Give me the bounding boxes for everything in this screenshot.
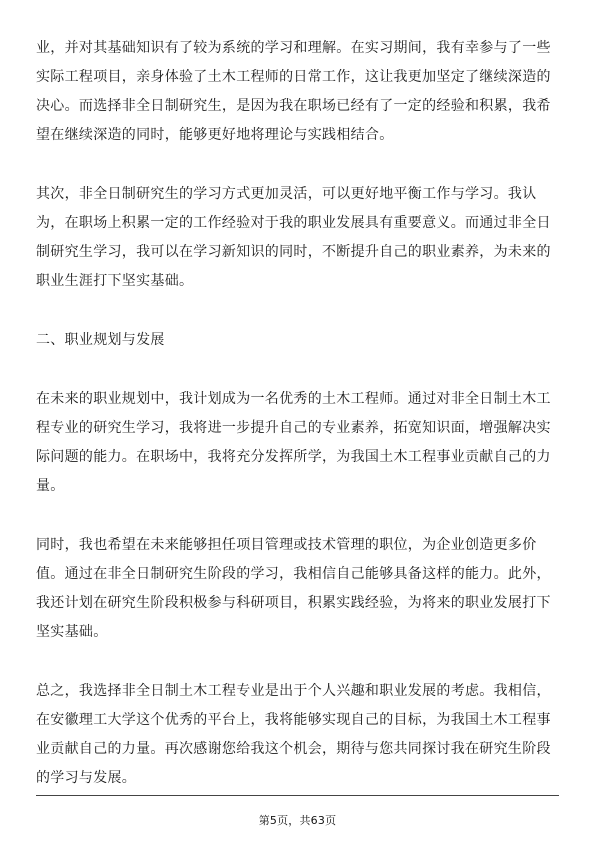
text-line: 制研究生学习，我可以在学习新知识的同时，不断提升自己的职业素养，为未来的: [36, 244, 551, 260]
text-line: 值。通过在非全日制研究生阶段的学习，我相信自己能够具备这样的能力。此外，: [36, 566, 551, 582]
paragraph-management-goal: [36, 531, 563, 647]
text-line: 我还计划在研究生阶段积极参与科研项目，积累实践经验，为将来的职业发展打下: [36, 595, 551, 611]
text-line: 实际工程项目，亲身体验了土木工程师的日常工作，这让我更加坚定了继续深造的: [36, 69, 551, 85]
text-line: 在安徽理工大学这个优秀的平台上，我将能够实现自己的目标，为我国土木工程事: [36, 712, 551, 728]
text-line: 业，并对其基础知识有了较为系统的学习和理解。在实习期间，我有幸参与了一些: [36, 40, 551, 56]
text-line: 的学习与发展。: [36, 770, 137, 786]
text-line: 决心。而选择非全日制研究生，是因为我在职场已经有了一定的经验和积累，我希: [36, 98, 551, 114]
text-line: 坚实基础。: [36, 624, 108, 640]
page-number: 第5页，共63页: [258, 814, 337, 827]
footer-divider: [36, 795, 559, 796]
text-line: 业贡献自己的力量。再次感谢您给我这个机会，期待与您共同探讨我在研究生阶段: [36, 741, 551, 757]
paragraph-career-plan: [36, 385, 563, 501]
text-line: 其次，非全日制研究生的学习方式更加灵活，可以更好地平衡工作与学习。我认: [36, 186, 537, 202]
paragraph-secondly: [36, 180, 563, 296]
paragraph-conclusion: [36, 677, 563, 793]
section-heading: 二、职业规划与发展: [36, 332, 165, 348]
text-line: 程专业的研究生学习，我将进一步提升自己的专业素养，拓宽知识面，增强解决实: [36, 420, 551, 436]
text-line: 在未来的职业规划中，我计划成为一名优秀的土木工程师。通过对非全日制土木工: [36, 391, 551, 407]
page-content: [36, 34, 563, 823]
text-line: 为，在职场上积累一定的工作经验对于我的职业发展具有重要意义。而通过非全日: [36, 215, 551, 231]
text-line: 总之，我选择非全日制土木工程专业是出于个人兴趣和职业发展的考虑。我相信，: [36, 683, 551, 699]
paragraph-continuation: [36, 34, 563, 150]
text-line: 望在继续深造的同时，能够更好地将理论与实践相结合。: [36, 127, 394, 143]
text-line: 同时，我也希望在未来能够担任项目管理或技术管理的职位，为企业创造更多价: [36, 537, 537, 553]
text-line: 职业生涯打下坚实基础。: [36, 273, 194, 289]
text-line: 际问题的能力。在职场中，我将充分发挥所学，为我国土木工程事业贡献自己的力: [36, 449, 551, 465]
text-line: 量。: [36, 478, 65, 494]
